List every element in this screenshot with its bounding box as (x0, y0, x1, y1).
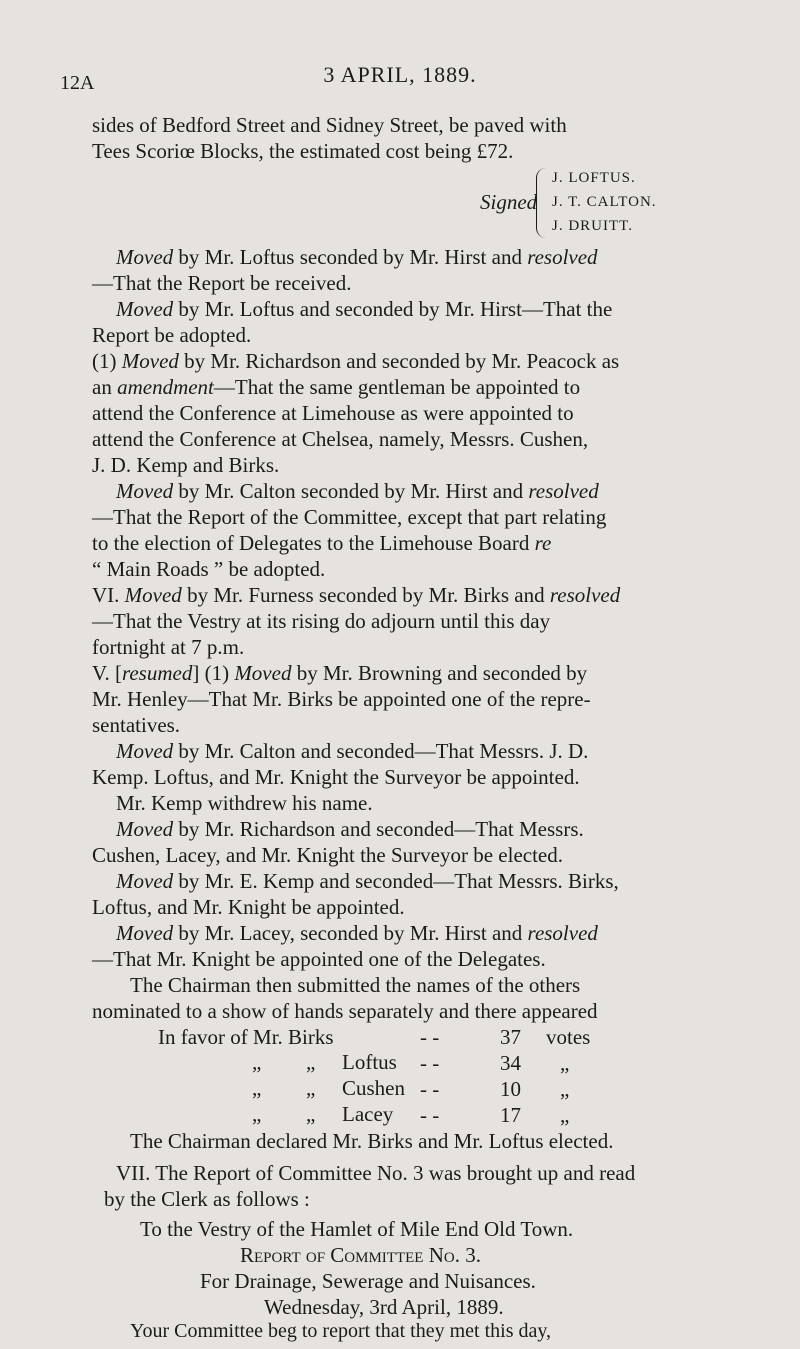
text-line: Tees Scoriœ Blocks, the estimated cost being £72. (92, 139, 514, 163)
vote-dashes: - - (420, 1103, 440, 1127)
ditto-mark: „ (252, 1050, 262, 1074)
text-line: Cushen, Lacey, and Mr. Knight the Surveyor be elected. (92, 843, 564, 867)
text-line: —That the Report be received. (92, 271, 352, 295)
text-line: Mr. Kemp withdrew his name. (116, 791, 373, 815)
text-line: Kemp. Loftus, and Mr. Knight the Surveyor be appointed. (92, 765, 580, 789)
ditto-mark: „ (306, 1050, 316, 1074)
text-line: attend the Conference at Limehouse as were appointed to (92, 401, 574, 425)
text-line: Moved by Mr. Loftus and seconded by Mr. Hirst—That the (116, 297, 613, 321)
text-line: Moved by Mr. Calton and seconded—That Messrs. J. D. (116, 739, 589, 763)
vote-unit: „ (560, 1103, 570, 1127)
candidate-name: Loftus (342, 1050, 397, 1074)
page-date-header: 3 APRIL, 1889. (323, 62, 477, 87)
text-line: to the election of Delegates to the Limehouse Board re (92, 531, 552, 555)
vote-unit: „ (560, 1077, 570, 1101)
ditto-mark: „ (252, 1076, 262, 1100)
text-line: Moved by Mr. Richardson and seconded—That Messrs. (116, 817, 584, 841)
vote-intro: In favor of Mr. Birks (158, 1025, 334, 1049)
text-line: “ Main Roads ” be adopted. (92, 557, 326, 581)
report-title: Report of Committee No. 3. (240, 1243, 481, 1267)
text-line: by the Clerk as follows : (104, 1187, 310, 1211)
text-line: —That the Vestry at its rising do adjourn until this day (92, 609, 551, 633)
text-line: VII. The Report of Committee No. 3 was brought up and read (116, 1161, 636, 1185)
text-line: Mr. Henley—That Mr. Birks be appointed one of the repre- (92, 687, 591, 711)
text-line: Moved by Mr. Lacey, seconded by Mr. Hirst and resolved (116, 921, 598, 945)
text-line: —That the Report of the Committee, except that part relating (92, 505, 607, 529)
vote-dashes: - - (420, 1051, 440, 1075)
text-line: sides of Bedford Street and Sidney Street, be paved with (92, 113, 567, 137)
vote-count: 37 (500, 1025, 521, 1049)
text-line: nominated to a show of hands separately and there appeared (92, 999, 598, 1023)
vote-unit: votes (546, 1025, 591, 1049)
ditto-mark: „ (306, 1076, 316, 1100)
text-line: Moved by Mr. Calton seconded by Mr. Hirst and resolved (116, 479, 599, 503)
text-line: J. D. Kemp and Birks. (92, 453, 280, 477)
vote-result: The Chairman declared Mr. Birks and Mr. Loftus elected. (130, 1129, 614, 1153)
text-line: attend the Conference at Chelsea, namely, Messrs. Cushen, (92, 427, 589, 451)
text-line: Loftus, and Mr. Knight be appointed. (92, 895, 405, 919)
ditto-mark: „ (306, 1102, 316, 1126)
report-subject: For Drainage, Sewerage and Nuisances. (200, 1269, 536, 1293)
text-line: (1) Moved by Mr. Richardson and seconded by Mr. Peacock as (92, 349, 620, 373)
signatory: J. LOFTUS. (552, 170, 636, 186)
vote-count: 17 (500, 1103, 521, 1127)
text-line: Your Committee beg to report that they met this day, (130, 1320, 552, 1342)
vote-dashes: - - (420, 1077, 440, 1101)
text-line: fortnight at 7 p.m. (92, 635, 245, 659)
text-line: —That Mr. Knight be appointed one of the Delegates. (92, 947, 546, 971)
vote-unit: „ (560, 1051, 570, 1075)
report-date: Wednesday, 3rd April, 1889. (264, 1295, 504, 1319)
report-addressee: To the Vestry of the Hamlet of Mile End Old Town. (140, 1217, 574, 1241)
text-line: V. [resumed] (1) Moved by Mr. Browning and seconded by (92, 661, 588, 685)
text-line: VI. Moved by Mr. Furness seconded by Mr. Birks and resolved (92, 583, 621, 607)
ditto-mark: „ (252, 1102, 262, 1126)
text-line: Report be adopted. (92, 323, 252, 347)
vote-count: 10 (500, 1077, 521, 1101)
text-line: sentatives. (92, 713, 181, 737)
text-line: Moved by Mr. E. Kemp and seconded—That Messrs. Birks, (116, 869, 619, 893)
signatory: J. T. CALTON. (552, 194, 657, 210)
signed-label: Signed (480, 190, 538, 214)
page-number: 12A (60, 72, 95, 94)
candidate-name: Cushen (342, 1076, 405, 1100)
text-line: Moved by Mr. Loftus seconded by Mr. Hirst and resolved (116, 245, 598, 269)
candidate-name: Lacey (342, 1102, 394, 1126)
text-line: The Chairman then submitted the names of the others (130, 973, 581, 997)
signature-brace (536, 168, 547, 238)
signatory: J. DRUITT. (552, 218, 633, 234)
text-line: an amendment—That the same gentleman be appointed to (92, 375, 581, 399)
vote-dashes: - - (420, 1025, 440, 1049)
vote-count: 34 (500, 1051, 521, 1075)
